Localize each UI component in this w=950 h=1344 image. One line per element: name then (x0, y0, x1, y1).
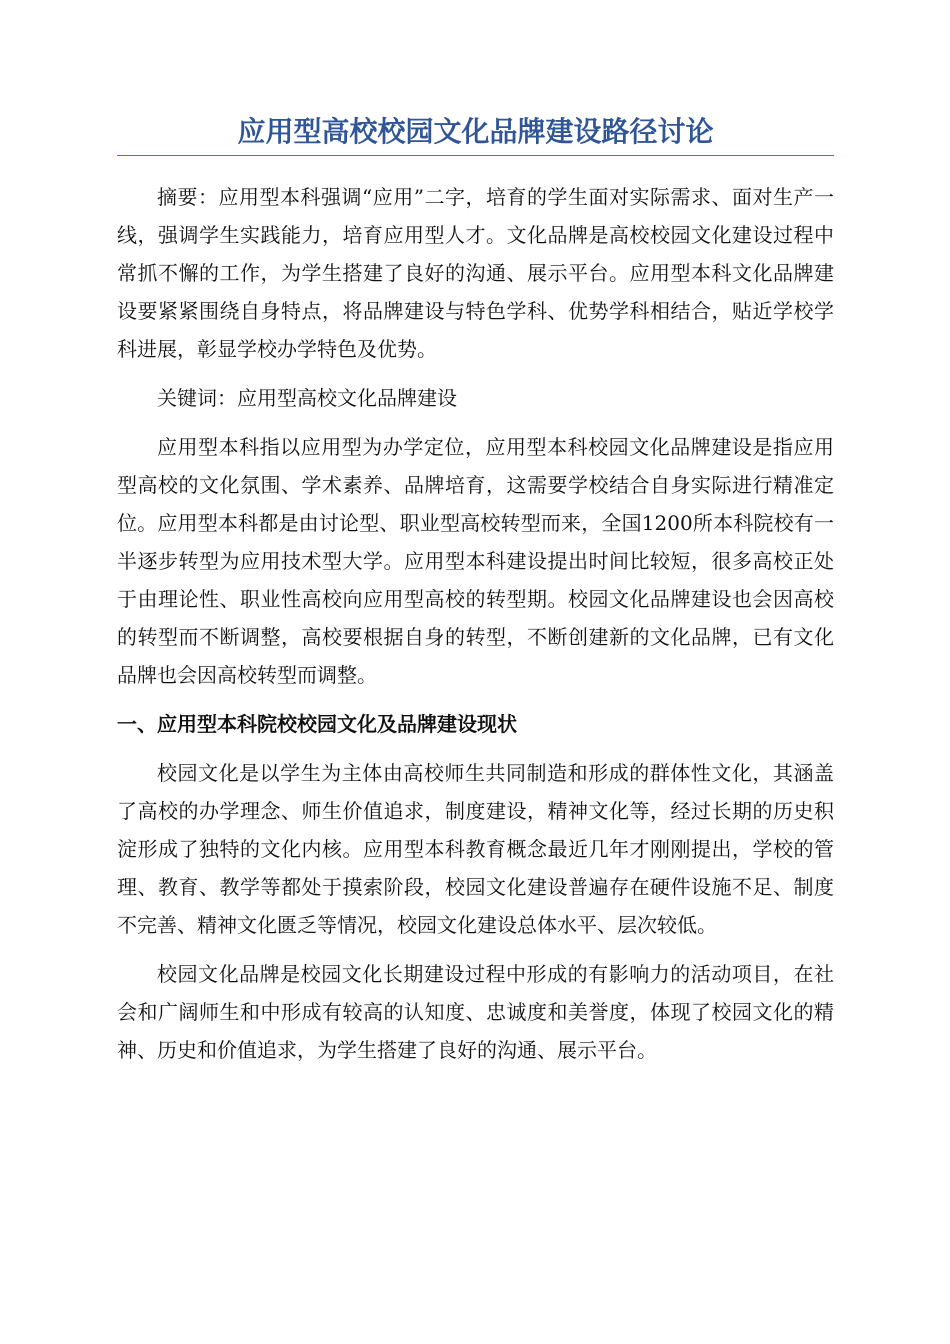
section-1-paragraph-2: 校园文化品牌是校园文化长期建设过程中形成的有影响力的活动项目，在社会和广阔师生和中形成有较高的认知度、忠诚度和美誉度，体现了校园文化的精神、历史和价值追求，为学生搭建了良好的沟通、展示平台。 (117, 962, 834, 1062)
keywords-paragraph: 关键词：应用型高校文化品牌建设 (157, 386, 457, 410)
document-title: 应用型高校校园文化品牌建设路径讨论 (237, 115, 714, 148)
title-underline (117, 155, 834, 156)
section-1-heading: 一、应用型本科院校校园文化及品牌建设现状 (117, 712, 517, 736)
abstract-paragraph: 摘要：应用型本科强调“应用”二字，培育的学生面对实际需求、面对生产一线，强调学生实践能力，培育应用型人才。文化品牌是高校校园文化建设过程中常抓不懈的工作，为学生搭建了良好的沟通、展示平台。应用型本科文化品牌建设要紧紧围绕自身特点，将品牌建设与特色学科、优势学科相结合，贴近学校学科进展，彰显学校办学特色及优势。 (117, 185, 834, 361)
intro-paragraph: 应用型本科指以应用型为办学定位，应用型本科校园文化品牌建设是指应用型高校的文化氛围、学术素养、品牌培育，这需要学校结合自身实际进行精准定位。应用型本科都是由讨论型、职业型高校转型而来，全国1200所本科院校有一半逐步转型为应用技术型大学。应用型本科建设提出时间比较短，很多高校正处于由理论性、职业性高校向应用型高校的转型期。校园文化品牌建设也会因高校的转型而不断调整，高校要根据自身的转型，不断创建新的文化品牌，已有文化品牌也会因高校转型而调整。 (117, 435, 834, 687)
section-1-paragraph-1: 校园文化是以学生为主体由高校师生共同制造和形成的群体性文化，其涵盖了高校的办学理念、师生价值追求，制度建设，精神文化等，经过长期的历史积淀形成了独特的文化内核。应用型本科教育概念最近几年才刚刚提出，学校的管理、教育、教学等都处于摸索阶段，校园文化建设普遍存在硬件设施不足、制度不完善、精神文化匮乏等情况，校园文化建设总体水平、层次较低。 (117, 761, 834, 937)
document-page (117, 0, 834, 1069)
